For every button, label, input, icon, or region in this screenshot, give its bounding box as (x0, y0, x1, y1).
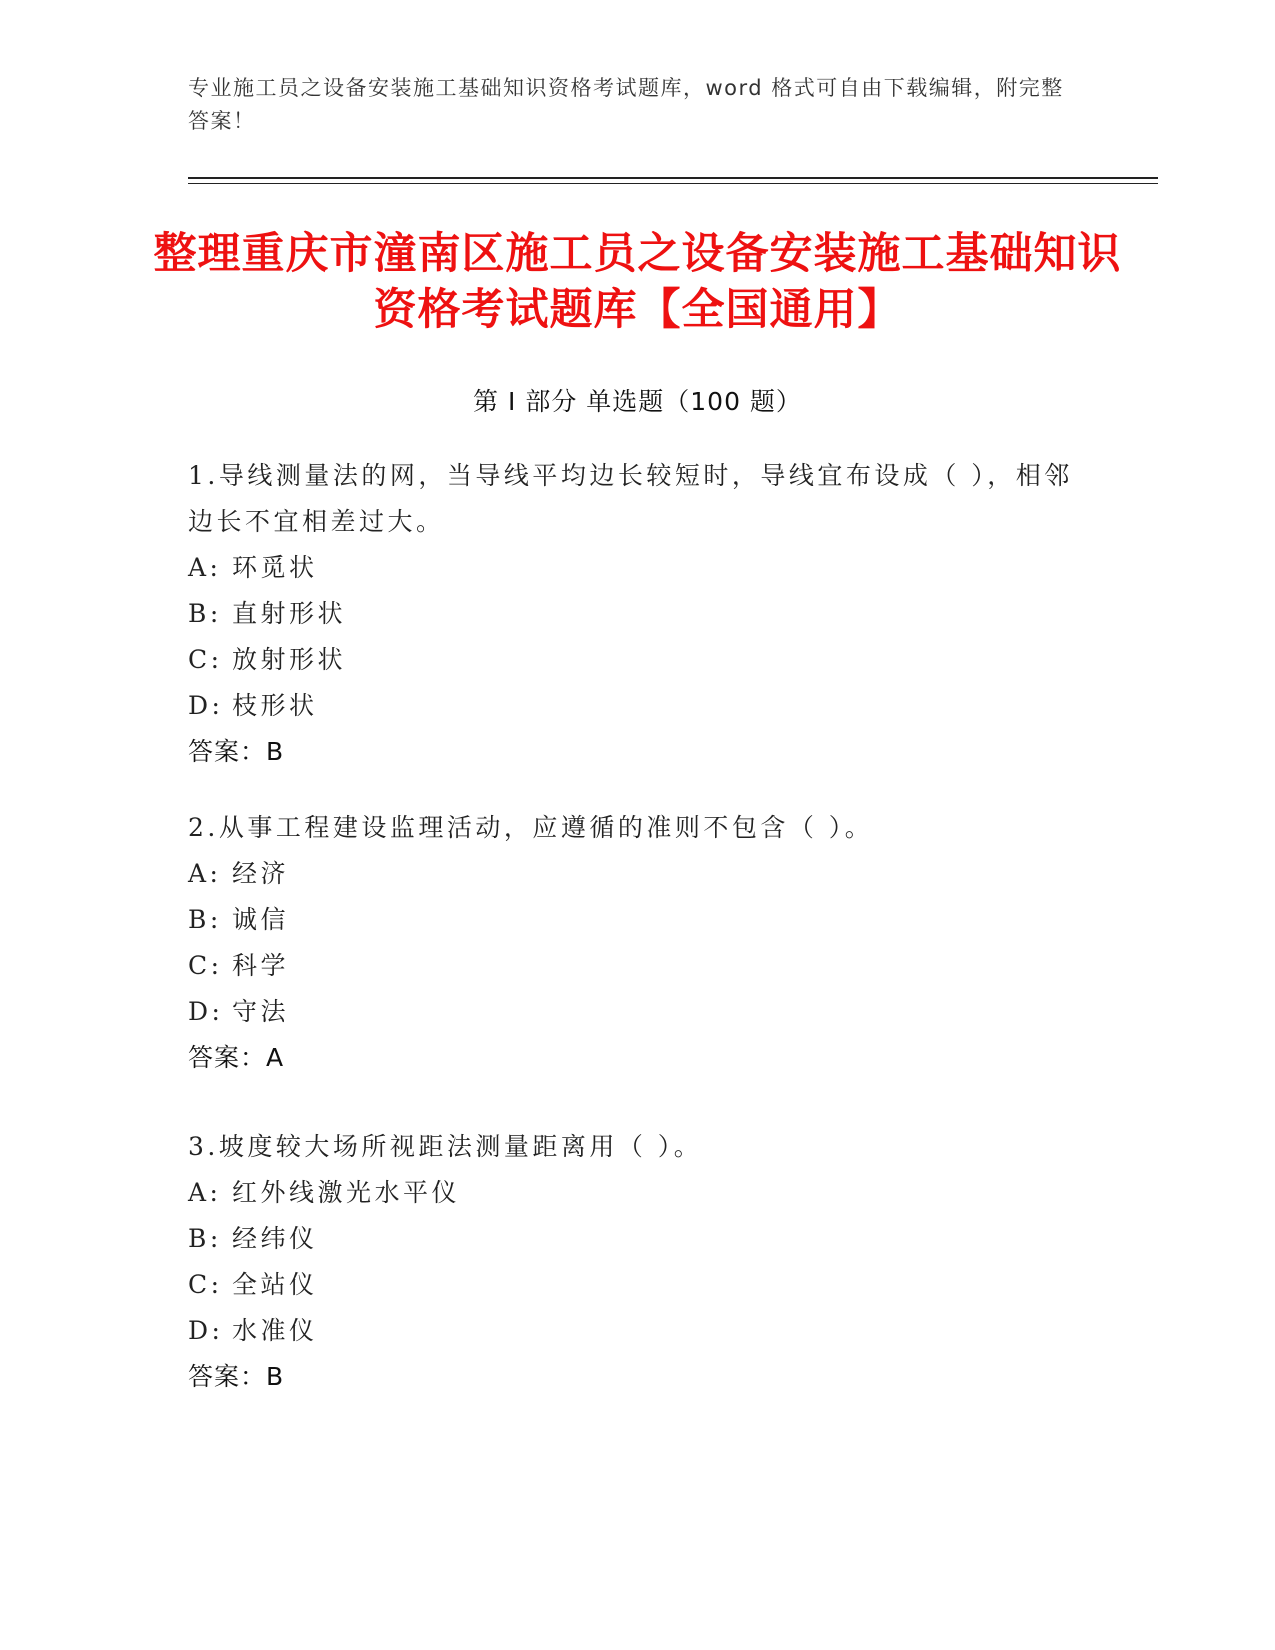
option-a (188, 1170, 1088, 1216)
option-key: C: (188, 1270, 223, 1299)
question-text: 1.导线测量法的网，当导线平均边长较短时，导线宜布设成（ ），相邻边长不宜相差过大。 (188, 461, 1073, 536)
option-key: A: (188, 1178, 222, 1207)
header-note: 专业施工员之设备安装施工基础知识资格考试题库，word 格式可自由下载编辑，附完整答案！ (188, 76, 1064, 133)
option-a (188, 851, 1088, 897)
option-d (188, 1308, 1088, 1354)
header-rule-thick (188, 177, 1158, 179)
option-text: 水准仪 (232, 1316, 318, 1345)
option-text: 科学 (232, 951, 290, 980)
option-key: A: (188, 553, 222, 582)
option-c (188, 1262, 1088, 1308)
option-key: C: (188, 645, 223, 674)
option-c (188, 637, 1088, 683)
option-text: 直射形状 (232, 599, 347, 628)
option-text: 诚信 (232, 905, 290, 934)
question-3 (188, 1124, 1088, 1400)
option-text: 经济 (232, 859, 290, 888)
answer: 答案：B (188, 1362, 285, 1391)
option-text: 经纬仪 (232, 1224, 318, 1253)
option-b (188, 897, 1088, 943)
option-d (188, 683, 1088, 729)
option-key: B: (188, 599, 222, 628)
option-c (188, 943, 1088, 989)
answer: 答案：B (188, 737, 285, 766)
answer: 答案：A (188, 1043, 285, 1072)
option-text: 环觅状 (232, 553, 318, 582)
option-key: C: (188, 951, 223, 980)
option-text: 全站仪 (232, 1270, 318, 1299)
question-text: 2.从事工程建设监理活动，应遵循的准则不包含（ ）。 (188, 813, 874, 842)
option-b (188, 591, 1088, 637)
question-2 (188, 805, 1088, 1081)
document-title: 整理重庆市潼南区施工员之设备安装施工基础知识资格考试题库【全国通用】 (153, 229, 1122, 335)
option-key: D: (188, 997, 224, 1026)
option-text: 枝形状 (232, 691, 318, 720)
option-a (188, 545, 1088, 591)
option-text: 守法 (232, 997, 290, 1026)
option-key: D: (188, 1316, 224, 1345)
option-key: D: (188, 691, 224, 720)
question-text: 3.坡度较大场所视距法测量距离用（ ）。 (188, 1132, 703, 1161)
option-key: B: (188, 1224, 222, 1253)
option-text: 放射形状 (232, 645, 347, 674)
section-heading: 第 I 部分 单选题（100 题） (473, 387, 802, 416)
header-rule-thin (188, 183, 1158, 184)
option-key: B: (188, 905, 222, 934)
option-key: A: (188, 859, 222, 888)
option-text: 红外线激光水平仪 (232, 1178, 461, 1207)
question-1 (188, 453, 1088, 775)
option-d (188, 989, 1088, 1035)
option-b (188, 1216, 1088, 1262)
